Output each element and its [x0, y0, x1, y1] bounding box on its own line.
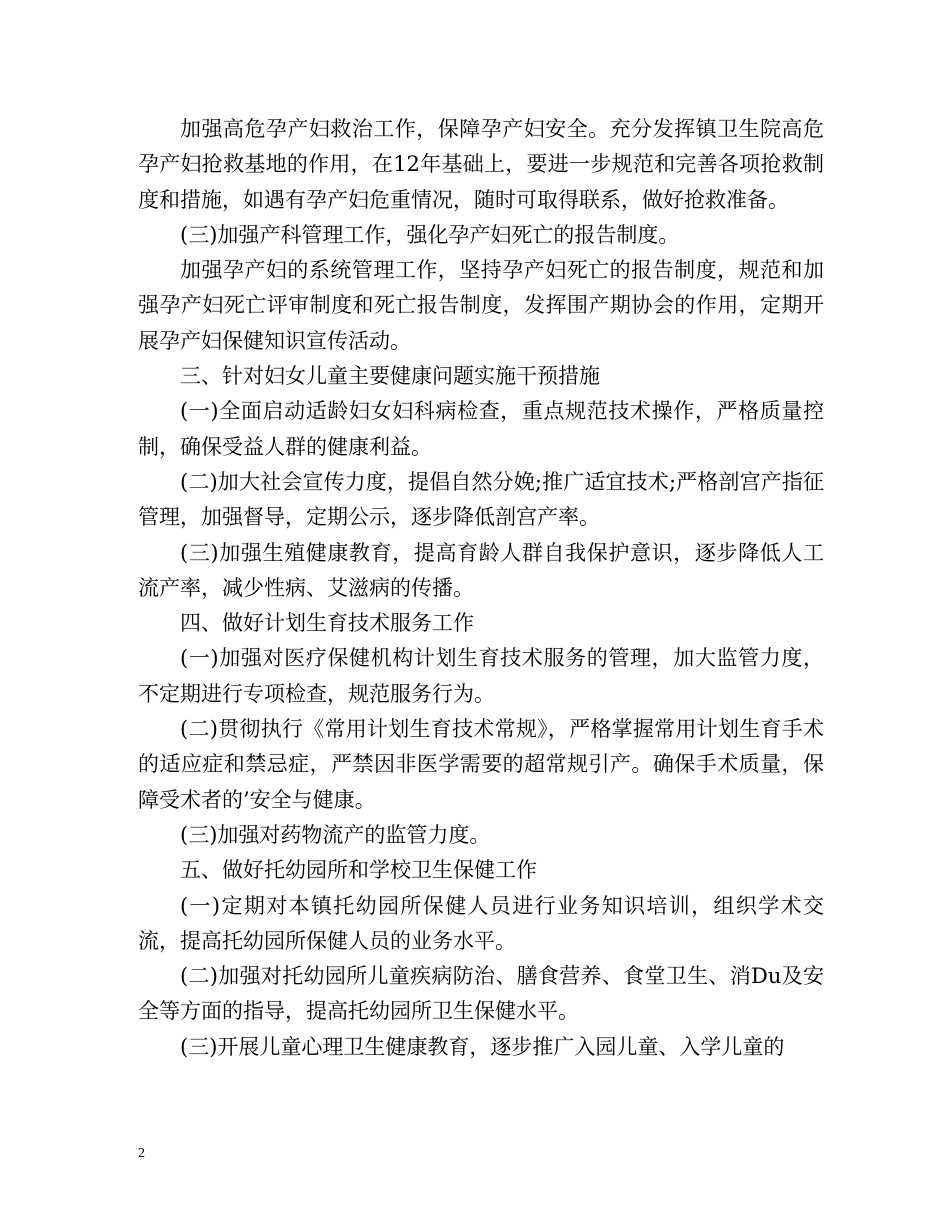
paragraph: (三)加强产科管理工作，强化孕产妇死亡的报告制度。: [180, 222, 680, 247]
paragraph: (一)全面启动适龄妇女妇科病检查，重点规范技术操作，严格质量控制，确保受益人群的健康利益。: [138, 399, 824, 459]
paragraph: (二)贯彻执行《常用计划生育技术常规》，严格掌握常用计划生育手术的适应症和禁忌症，严禁因非医学需要的超常规引产。确保手术质量，保障受术者的’安全与健康。: [138, 717, 824, 812]
paragraph: (三)加强对药物流产的监管力度。: [180, 822, 491, 847]
paragraph: (三)开展儿童心理卫生健康教育，逐步推广入园儿童、入学儿童的: [180, 1034, 785, 1059]
page-number: 2: [138, 1146, 145, 1161]
paragraph: 加强高危孕产妇救治工作，保障孕产妇安全。充分发挥镇卫生院高危孕产妇抢救基地的作用，在12年基础上，要进一步规范和完善各项抢救制度和措施，如遇有孕产妇危重情况，随时可取得联系，做好抢救准备。: [138, 117, 824, 212]
paragraph: 加强孕产妇的系统管理工作，坚持孕产妇死亡的报告制度，规范和加强孕产妇死亡评审制度和死亡报告制度，发挥围产期协会的作用，定期开展孕产妇保健知识宣传活动。: [138, 258, 824, 353]
body-text: [138, 112, 824, 1065]
paragraph: (一)加强对医疗保健机构计划生育技术服务的管理，加大监管力度，不定期进行专项检查，规范服务行为。: [138, 646, 824, 706]
section-heading: 四、做好计划生育技术服务工作: [180, 611, 474, 636]
section-heading: 三、针对妇女儿童主要健康问题实施干预措施: [180, 364, 600, 389]
paragraph: (三)加强生殖健康教育，提高育龄人群自我保护意识，逐步降低人工流产率，减少性病、艾滋病的传播。: [138, 540, 824, 600]
paragraph: (二)加大社会宣传力度，提倡自然分娩;推广适宜技术;严格剖宫产指征管理，加强督导，定期公示，逐步降低剖宫产率。: [138, 469, 824, 530]
paragraph: (二)加强对托幼园所儿童疾病防治、膳食营养、食堂卫生、消Du及安全等方面的指导，提高托幼园所卫生保健水平。: [138, 964, 824, 1024]
section-heading: 五、做好托幼园所和学校卫生保健工作: [180, 858, 537, 883]
paragraph: (一)定期对本镇托幼园所保健人员进行业务知识培训，组织学术交流，提高托幼园所保健人员的业务水平。: [138, 893, 824, 953]
